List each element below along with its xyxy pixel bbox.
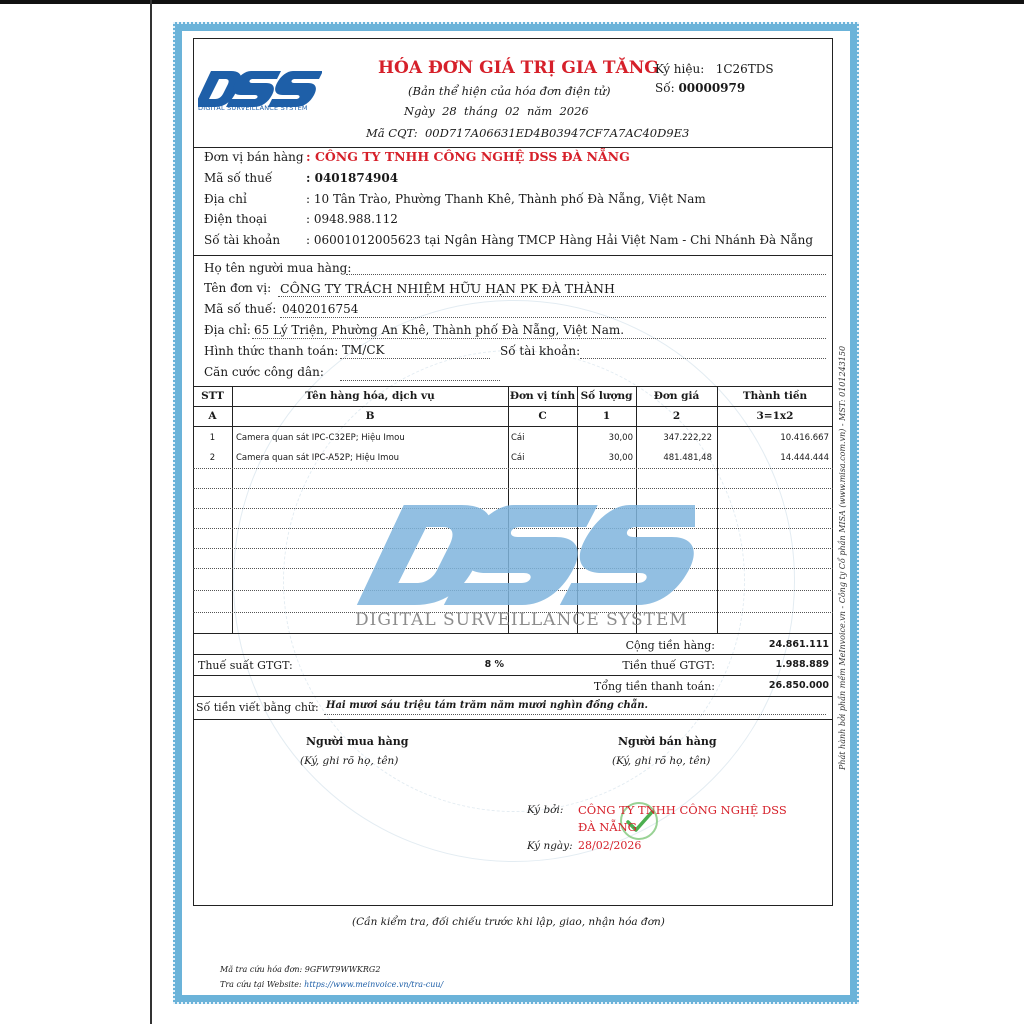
amount-in-words: Hai mươi sáu triệu tám trăm năm mươi nghìn đồng chẵn. bbox=[326, 700, 648, 711]
col-code-c: C bbox=[538, 410, 547, 422]
seller-phone-label: Điện thoại bbox=[204, 212, 267, 226]
cell-amount: 14.444.444 bbox=[780, 453, 829, 463]
vat-rate-label: Thuế suất GTGT: bbox=[198, 659, 293, 672]
payment-method: TM/CK bbox=[342, 343, 385, 357]
buyer-tax: 0402016754 bbox=[282, 302, 359, 316]
signed-by-line-1: CÔNG TY TNHH CÔNG NGHỆ DSS bbox=[578, 803, 787, 817]
col-header-name: Tên hàng hóa, dịch vụ bbox=[305, 390, 435, 402]
cell-amount: 10.416.667 bbox=[780, 433, 829, 443]
vat-rate-value: 8 % bbox=[484, 659, 504, 670]
lookup-code: 9GFWT9WWKRG2 bbox=[304, 965, 381, 974]
col-code-2: 2 bbox=[672, 410, 681, 422]
header-divider bbox=[193, 147, 833, 148]
buyer-person-label: Họ tên người mua hàng: bbox=[204, 261, 352, 275]
cqt-code: 00D717A06631ED4B03947CF7A7AC40D9E3 bbox=[424, 126, 690, 140]
seller-address-label: Địa chỉ bbox=[204, 192, 247, 206]
invoice-number-row bbox=[655, 81, 745, 95]
logo-tagline: DIGITAL SURVEILLANCE SYSTEM bbox=[198, 104, 308, 112]
lookup-code-label: Mã tra cứu hóa đơn: bbox=[220, 965, 303, 974]
citizen-id-line bbox=[340, 380, 500, 381]
invoice-subtitle: (Bản thể hiện của hóa đơn điện tử) bbox=[408, 84, 611, 98]
date-month-label: tháng bbox=[464, 104, 498, 118]
seller-name-label: Đơn vị bán hàng bbox=[204, 150, 304, 164]
vat-amount-value: 1.988.889 bbox=[775, 659, 829, 670]
invoice-date bbox=[404, 104, 589, 118]
invoice-body bbox=[193, 38, 833, 906]
col-code-a: A bbox=[208, 410, 217, 422]
buyer-person-line bbox=[346, 274, 826, 275]
col-header-price: Đơn giá bbox=[653, 390, 700, 402]
subtotal-label: Cộng tiền hàng: bbox=[625, 639, 715, 652]
seller-address: : 10 Tân Trào, Phường Thanh Khê, Thành phố Đà Nẵng, Việt Nam bbox=[306, 192, 706, 206]
symbol-label: Ký hiệu: bbox=[655, 62, 705, 76]
symbol-row bbox=[655, 62, 774, 76]
seller-tax: : 0401874904 bbox=[306, 171, 399, 185]
cell-name: Camera quan sát IPC-A52P; Hiệu Imou bbox=[236, 453, 400, 463]
date-day-label: Ngày bbox=[404, 104, 435, 118]
col-header-qty: Số lượng bbox=[580, 390, 633, 402]
amount-in-words-line bbox=[324, 714, 826, 715]
grand-total-label: Tổng tiền thanh toán: bbox=[593, 680, 715, 693]
seller-account: : 06001012005623 tại Ngân Hàng TMCP Hàng Hải Việt Nam - Chi Nhánh Đà Nẵng bbox=[306, 233, 814, 247]
screen-left-edge bbox=[150, 0, 152, 1024]
date-month: 02 bbox=[505, 104, 520, 118]
buyer-address-label: Địa chỉ: bbox=[204, 323, 251, 337]
seller-tax-label: Mã số thuế bbox=[204, 171, 273, 185]
invoice-title: HÓA ĐƠN GIÁ TRỊ GIA TĂNG bbox=[378, 58, 659, 78]
cell-qty: 30,00 bbox=[608, 433, 633, 443]
lookup-code-row bbox=[220, 965, 380, 974]
col-code-b: B bbox=[365, 410, 375, 422]
seller-divider bbox=[193, 255, 833, 256]
cell-stt: 1 bbox=[209, 433, 216, 443]
cell-unit: Cái bbox=[511, 433, 525, 443]
buyer-company-label: Tên đơn vị: bbox=[204, 281, 272, 295]
lookup-site-row bbox=[220, 980, 443, 989]
cqt-code-row bbox=[366, 126, 689, 140]
table-header-divider bbox=[193, 406, 833, 407]
col-code-1: 1 bbox=[602, 410, 611, 422]
buyer-address: 65 Lý Triện, Phường An Khê, Thành phố Đà Nẵng, Việt Nam. bbox=[254, 323, 625, 337]
buyer-tax-label: Mã số thuế: bbox=[204, 302, 277, 316]
buyer-tax-line bbox=[280, 317, 826, 318]
seller-account-label: Số tài khoản bbox=[204, 233, 281, 247]
symbol-value: 1C26TDS bbox=[715, 62, 774, 76]
software-note-text: Phát hành bởi phần mềm MeInvoice.vn - Công ty Cổ phần MISA (www.misa.com.vn) - MST: 0101243150 bbox=[838, 345, 847, 770]
totals-divider bbox=[193, 675, 833, 676]
seller-name: : CÔNG TY TNHH CÔNG NGHỆ DSS ĐÀ NẴNG bbox=[306, 149, 630, 164]
signature-top-border bbox=[193, 719, 833, 720]
cell-price: 481.481,48 bbox=[663, 453, 712, 463]
col-header-stt: STT bbox=[201, 390, 224, 402]
cell-qty: 30,00 bbox=[608, 453, 633, 463]
cell-unit: Cái bbox=[511, 453, 525, 463]
buyer-signature-title: Người mua hàng bbox=[306, 735, 409, 748]
col-header-amount: Thành tiền bbox=[742, 390, 808, 402]
seller-signature-note: (Ký, ghi rõ họ, tên) bbox=[612, 755, 711, 767]
empty-row-line bbox=[193, 488, 833, 489]
col-header-unit: Đơn vị tính bbox=[509, 390, 576, 402]
lookup-site-link[interactable]: https://www.meinvoice.vn/tra-cuu/ bbox=[304, 980, 444, 989]
cell-stt: 2 bbox=[209, 453, 216, 463]
buyer-signature-note: (Ký, ghi rõ họ, tên) bbox=[300, 755, 399, 767]
totals-divider bbox=[193, 696, 833, 697]
totals-divider bbox=[193, 654, 833, 655]
buyer-company-line bbox=[278, 296, 826, 297]
cell-name: Camera quan sát IPC-C32EP; Hiệu Imou bbox=[236, 433, 405, 443]
amount-in-words-label: Số tiền viết bằng chữ: bbox=[196, 701, 319, 714]
signed-by-line-2: ĐÀ NẴNG bbox=[578, 820, 637, 834]
totals-top-border bbox=[193, 633, 833, 634]
signed-by-label: Ký bởi: bbox=[527, 804, 564, 816]
signed-date-label: Ký ngày: bbox=[527, 840, 573, 852]
vat-amount-label: Tiền thuế GTGT: bbox=[622, 659, 715, 672]
buyer-account-label: Số tài khoản: bbox=[500, 344, 581, 358]
invoice-number: 00000979 bbox=[678, 81, 746, 95]
table-col-divider bbox=[717, 386, 718, 633]
buyer-address-line bbox=[252, 338, 826, 339]
buyer-company: CÔNG TY TRÁCH NHIỆM HỮU HẠN PK ĐÀ THÀNH bbox=[280, 281, 615, 296]
date-year: 2026 bbox=[559, 104, 589, 118]
check-before-note: (Cần kiểm tra, đối chiếu trước khi lập, giao, nhận hóa đơn) bbox=[352, 916, 665, 928]
seller-signature-title: Người bán hàng bbox=[618, 735, 717, 748]
subtotal-value: 24.861.111 bbox=[768, 639, 829, 650]
watermark-tagline: DIGITAL SURVEILLANCE SYSTEM bbox=[355, 610, 688, 630]
payment-method-label: Hình thức thanh toán: bbox=[204, 344, 339, 358]
dss-watermark-logo bbox=[355, 500, 695, 610]
col-code-3: 3=1x2 bbox=[756, 410, 794, 422]
date-day: 28 bbox=[442, 104, 457, 118]
table-col-divider bbox=[232, 386, 233, 633]
cqt-label: Mã CQT: bbox=[366, 126, 418, 140]
date-year-label: năm bbox=[526, 104, 553, 118]
payment-method-line bbox=[340, 358, 490, 359]
buyer-account-line bbox=[580, 358, 826, 359]
software-vertical-note bbox=[838, 270, 852, 770]
number-label: Số: bbox=[655, 81, 675, 95]
table-code-divider bbox=[193, 426, 833, 427]
seller-phone: : 0948.988.112 bbox=[306, 212, 398, 226]
screen-top-edge bbox=[0, 0, 1024, 4]
cell-price: 347.222,22 bbox=[663, 433, 712, 443]
empty-row-line bbox=[193, 468, 833, 469]
signed-date: 28/02/2026 bbox=[578, 839, 642, 852]
citizen-id-label: Căn cước công dân: bbox=[204, 365, 324, 379]
lookup-site-label: Tra cứu tại Website: bbox=[220, 980, 302, 989]
grand-total-value: 26.850.000 bbox=[768, 680, 829, 691]
table-top-border bbox=[193, 386, 833, 387]
